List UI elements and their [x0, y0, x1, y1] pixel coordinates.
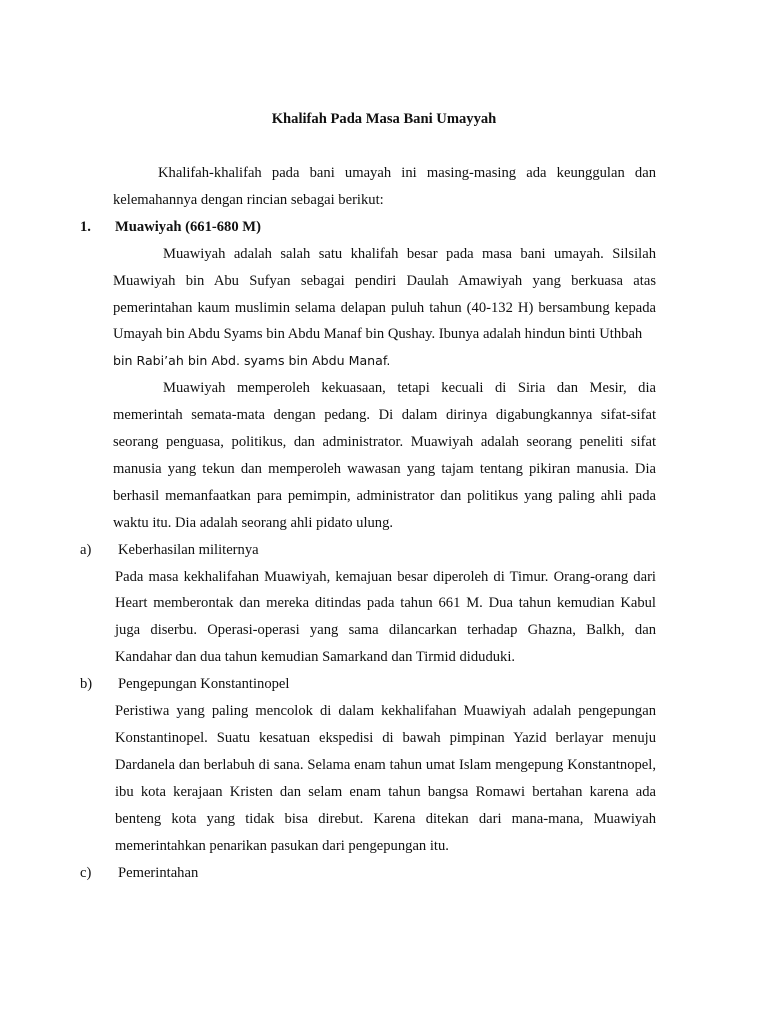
paragraph-tail: bin Rabi’ah bin Abd. syams bin Abdu Manaf.: [113, 353, 391, 369]
section-number: 1.: [80, 218, 91, 235]
document-title: Khalifah Pada Masa Bani Umayyah: [271, 111, 497, 127]
subsection-a-heading: [80, 537, 656, 564]
subsection-c-heading: [80, 860, 656, 887]
subsection-marker: a): [80, 541, 92, 558]
subsection-marker: c): [80, 864, 92, 881]
section-1-paragraph-1: [113, 241, 656, 376]
document-body: [80, 160, 656, 886]
subsection-heading: Keberhasilan militernya: [118, 541, 259, 558]
section-1-paragraph-2: Muawiyah memperoleh kekuasaan, tetapi kecuali di Siria dan Mesir, dia memerintah semata-mata dengan pedang. Di dalam dirinya digabungkannya sifat-sifat seorang penguasa, politikus, dan administrator. Muawiyah adalah seorang peneliti sifat manusia yang tekun dan memperoleh wawasan yang tajam tentang pikiran manusia. Dia berhasil memanfaatkan para pemimpin, administrator dan politikus yang paling ahli pada waktu itu. Dia adalah seorang ahli pidato ulung.: [113, 380, 656, 531]
subsection-a-text: Pada masa kekhalifahan Muawiyah, kemajuan besar diperoleh di Timur. Orang-orang dari Heart memberontak dan mereka ditindas pada tahun 661 M. Dua tahun kemudian Kabul juga diserbu. Operasi-operasi yang sama dilancarkan terhadap Ghazna, Balkh, dan Kandahar dan dua tahun kemudian Samarkand dan Tirmid diduduki.: [115, 568, 656, 666]
subsection-marker: b): [80, 676, 93, 693]
intro-paragraph: Khalifah-khalifah pada bani umayah ini masing-masing ada keunggulan dan kelemahannya dengan rincian sebagai berikut:: [113, 165, 656, 208]
section-1-heading: [80, 214, 656, 241]
subsection-b-text: Peristiwa yang paling mencolok di dalam kekhalifahan Muawiyah adalah pengepungan Konstantinopel. Suatu kesatuan ekspedisi di bawah pimpinan Yazid berlayar menuju Dardanela dan berlabuh di sana. Selama enam tahun umat Islam mengepung Konstantnopel, ibu kota kerajaan Kristen dan selam enam tahun bangsa Romawi bertahan karena ada benteng kota yang tidak bisa direbut. Karena ditekan dari mana-mana, Muawiyah memerintahkan penarikan pasukan dari pengepungan itu.: [115, 703, 656, 854]
subsection-heading: Pemerintahan: [118, 864, 199, 881]
paragraph-text: Muawiyah adalah salah satu khalifah besar pada masa bani umayah. Silsilah Muawiyah bin Abu Sufyan sebagai pendiri Daulah Amawiyah yang berkuasa atas pemerintahan kaum muslimin selama delapan puluh tahun (40-132 H) bersambung kepada Umayah bin Abdu Syams bin Abdu Manaf bin Qushay. Ibunya adalah hindun binti Uthbah: [113, 245, 656, 343]
subsection-heading: Pengepungan Konstantinopel: [118, 676, 290, 693]
subsection-b-heading: [80, 671, 656, 698]
section-heading: Muawiyah (661-680 M): [115, 218, 261, 235]
